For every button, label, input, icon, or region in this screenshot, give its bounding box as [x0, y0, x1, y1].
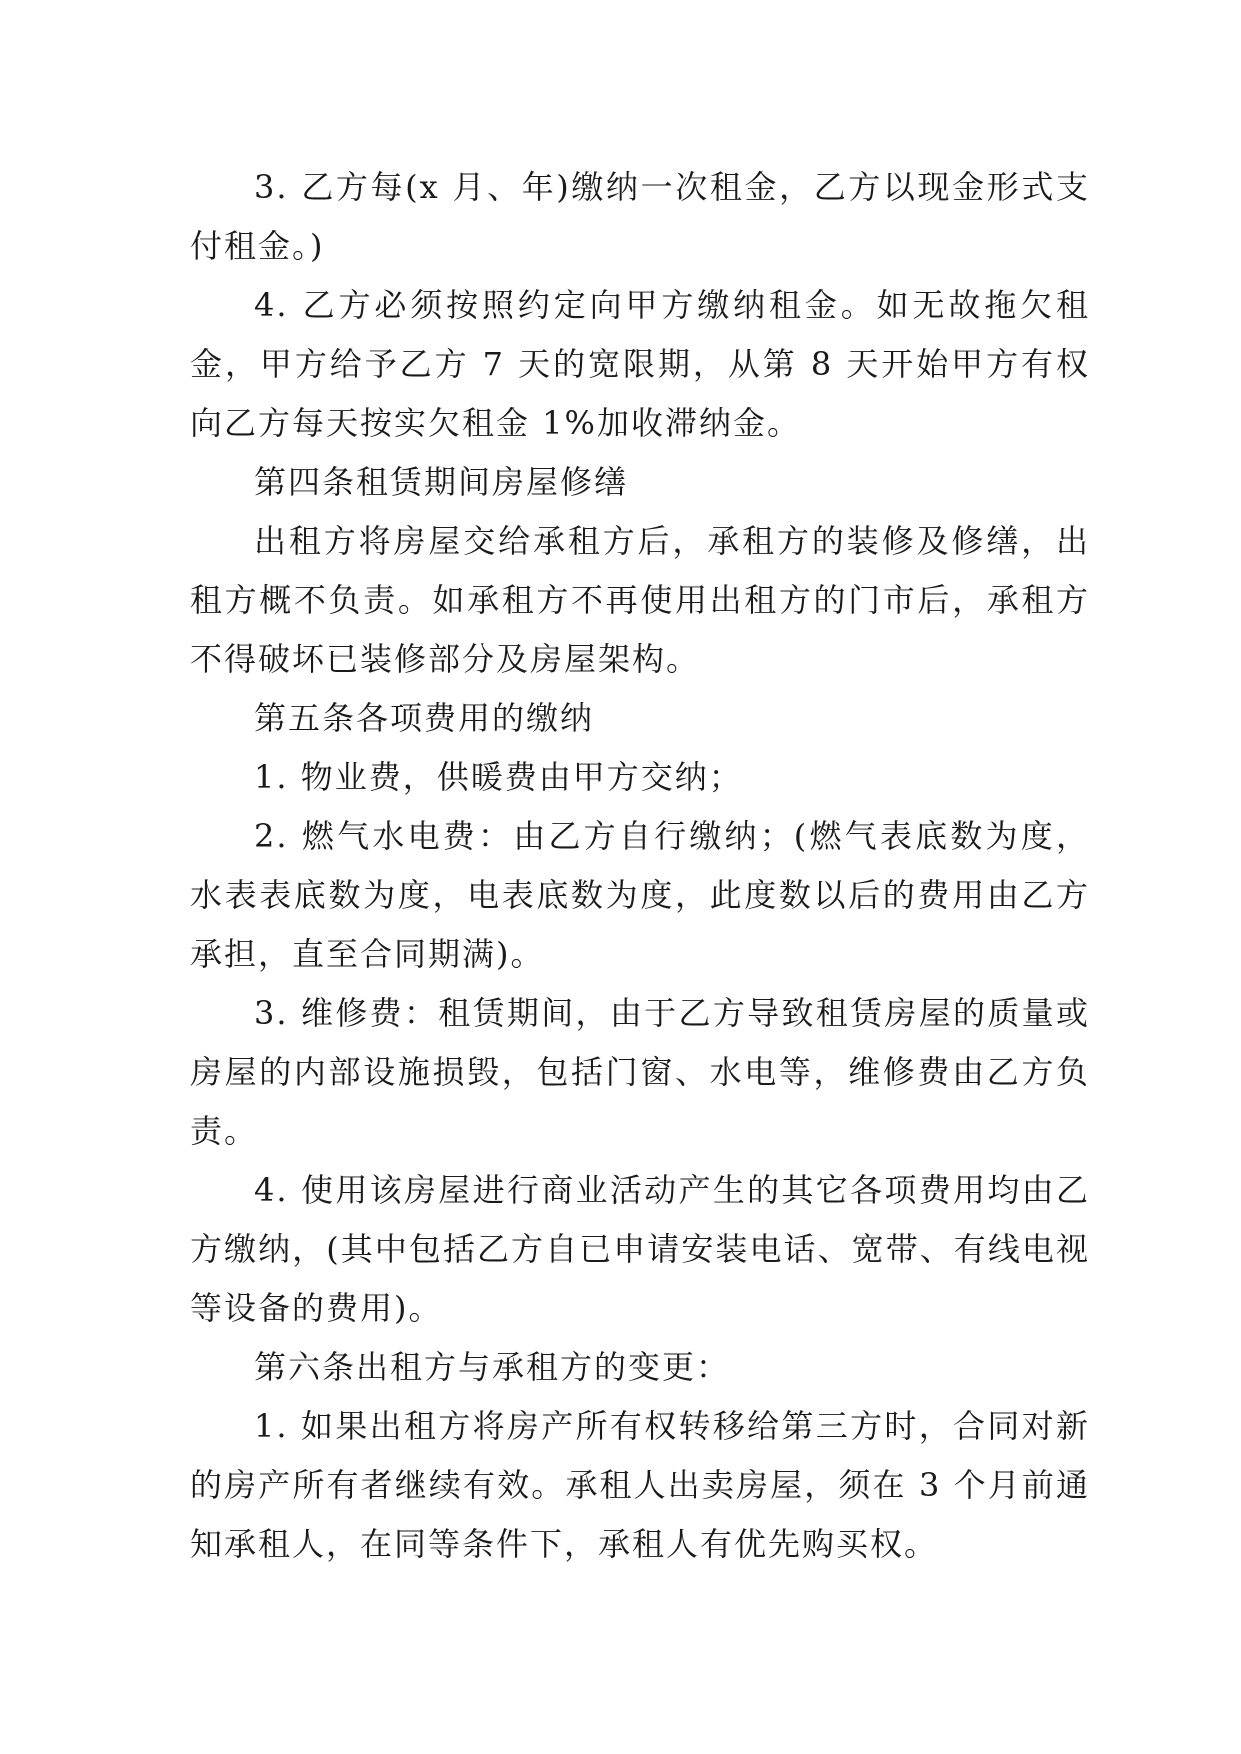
paragraph-property-fee: 1. 物业费，供暖费由甲方交纳； [254, 758, 743, 796]
heading-article-four: 第四条租赁期间房屋修缮 [254, 463, 629, 501]
paragraph-maintenance-fee: 3. 维修费：租赁期间，由于乙方导致租赁房屋的质量或房屋的内部设施损毁，包括门窗、水电等，维修费由乙方负责。 [190, 994, 1090, 1150]
document-body [190, 158, 1090, 1574]
paragraph-rent-payment-frequency: 3. 乙方每(x 月、年)缴纳一次租金，乙方以现金形式支付租金。) [190, 168, 1090, 265]
paragraph-repairs: 出租方将房屋交给承租方后，承租方的装修及修缮，出租方概不负责。如承租方不再使用出租方的门市后，承租方不得破坏已装修部分及房屋架构。 [190, 522, 1090, 678]
paragraph-other-fees: 4. 使用该房屋进行商业活动产生的其它各项费用均由乙方缴纳，(其中包括乙方自已申请安装电话、宽带、有线电视等设备的费用)。 [190, 1171, 1090, 1327]
heading-article-five: 第五条各项费用的缴纳 [254, 699, 595, 737]
heading-article-six: 第六条出租方与承租方的变更： [254, 1348, 731, 1386]
paragraph-ownership-transfer: 1. 如果出租方将房产所有权转移给第三方时，合同对新的房产所有者继续有效。承租人出卖房屋，须在 3 个月前通知承租人，在同等条件下，承租人有优先购买权。 [190, 1407, 1090, 1563]
paragraph-late-fee: 4. 乙方必须按照约定向甲方缴纳租金。如无故拖欠租金，甲方给予乙方 7 天的宽限期，从第 8 天开始甲方有权向乙方每天按实欠租金 1%加收滞纳金。 [190, 286, 1090, 442]
paragraph-utilities: 2. 燃气水电费：由乙方自行缴纳；(燃气表底数为度，水表表底数为度，电表底数为度，此度数以后的费用由乙方承担，直至合同期满)。 [190, 817, 1090, 973]
